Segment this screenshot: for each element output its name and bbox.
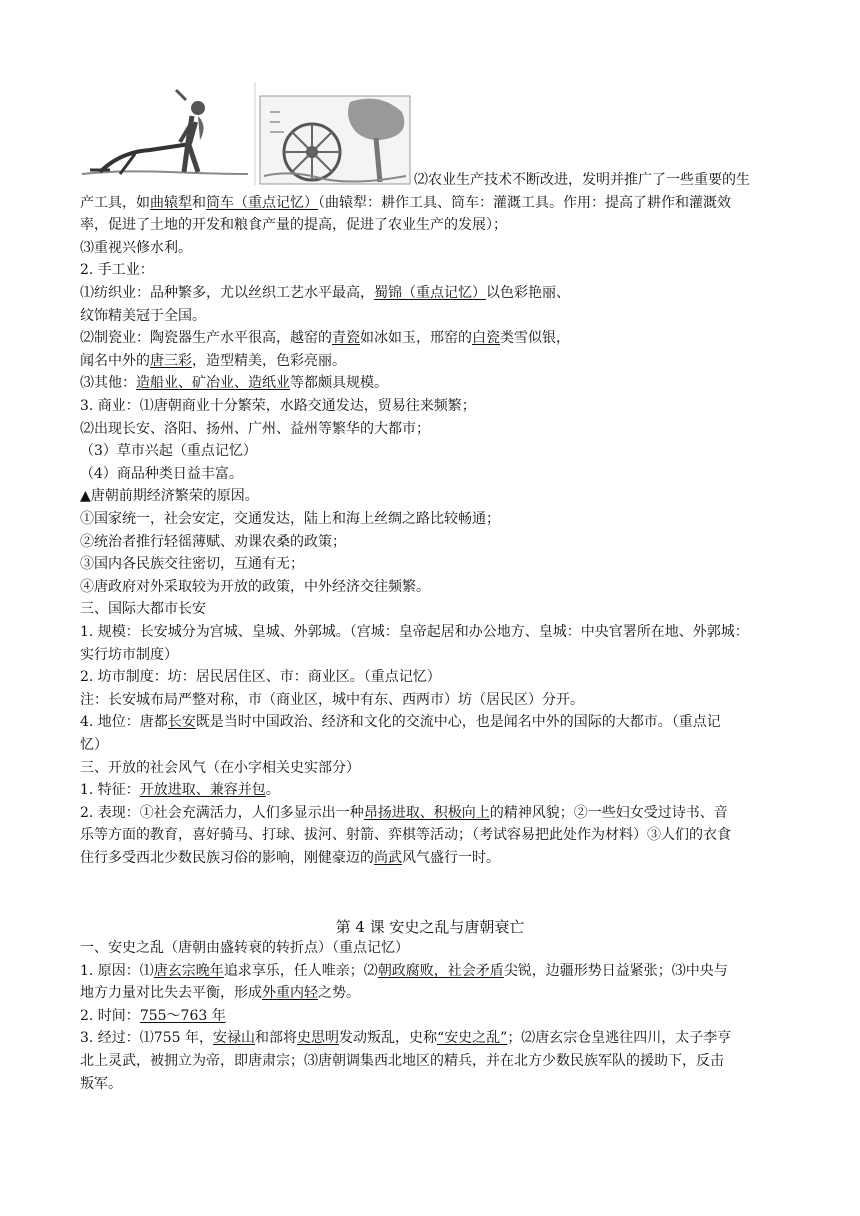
- text-segment: 和: [192, 194, 206, 211]
- text-segment: ①国家统一，社会安定，交通发达，陆上和海上丝绸之路比较畅通；: [80, 511, 500, 527]
- text-segment: 2. 表现：①社会充满活力，人们多显示出一种: [80, 804, 364, 821]
- text-segment: ▲唐朝前期经济繁荣的原因。: [80, 488, 259, 505]
- text-segment: （4）商品种类日益丰富。: [80, 465, 243, 482]
- underlined-term: 尚武: [374, 850, 402, 866]
- text-line: [80, 937, 800, 959]
- text-segment: ②统治者推行轻徭薄赋、劝课农桑的政策；: [80, 533, 346, 550]
- text-line: [80, 327, 800, 349]
- text-segment: 和部将: [254, 1030, 297, 1047]
- text-segment: ，造型精美，色彩亮丽。: [192, 352, 346, 369]
- text-segment: 以色彩艳丽、: [486, 285, 570, 301]
- text-segment: 如冰如玉，邢窑的: [360, 330, 472, 347]
- underlined-term: 755～763 年: [139, 1007, 226, 1024]
- text-line: [80, 847, 800, 869]
- text-segment: 三、国际大都市长安: [80, 601, 206, 618]
- text-segment: 类雪似银，: [500, 330, 570, 347]
- underlined-term: 曲辕犁: [150, 194, 192, 211]
- text-line: [80, 1050, 800, 1072]
- text-segment: ⑶重视兴修水利。: [80, 239, 192, 256]
- text-line: [80, 531, 800, 553]
- text-line: [80, 689, 800, 711]
- underlined-term: 筒车（重点记忆）: [206, 194, 318, 211]
- text-segment: 一、安史之乱（唐朝由盛转衰的转折点）（重点记忆）: [80, 940, 409, 956]
- text-line: [80, 802, 800, 824]
- underlined-term: 长安: [167, 714, 196, 731]
- text-line: [80, 757, 800, 779]
- text-line: [80, 1027, 800, 1049]
- text-line: [80, 1005, 800, 1027]
- text-line: [80, 960, 800, 982]
- text-line: [80, 734, 800, 756]
- text-segment: 既是当时中国政治、经济和文化的交流中心，也是闻名中外的国际的大都市。（重点记: [195, 714, 721, 731]
- text-segment: 2. 时间：: [80, 1007, 140, 1024]
- text-line: [80, 282, 800, 304]
- text-segment: 1. 规模：长安城分为宫城、皇城、外郭城。（宫城：皇帝起居和办公地方、皇城：中央官署所在地、外郭城：: [80, 624, 749, 640]
- text-line: [80, 508, 800, 530]
- underlined-term: 唐三彩: [150, 352, 192, 369]
- text-line: [80, 711, 800, 733]
- text-segment: 等都颇具规模。: [290, 375, 388, 392]
- text-segment: 住行多受西北少数民族习俗的影响，刚健豪迈的: [80, 850, 374, 866]
- underlined-term: “安史之乱”: [436, 1030, 508, 1047]
- text-segment: 3. 商业：⑴唐朝商业十分繁荣，水路交通发达，贸易往来频繁；: [80, 398, 476, 414]
- underlined-term: 史思明: [296, 1030, 339, 1047]
- text-segment: 风气盛行一时。: [402, 850, 500, 866]
- text-segment: 地方力量对比失去平衡，形成: [80, 985, 262, 1002]
- text-segment: （曲辕犁：耕作工具、筒车：灌溉工具。作用：提高了耕作和灌溉效: [318, 194, 731, 211]
- text-line: [80, 237, 800, 259]
- text-segment: 的精神风貌；②一些妇女受过诗书、音: [489, 804, 728, 821]
- text-segment: ⑵制瓷业：陶瓷器生产水平很高，越窑的: [80, 330, 332, 347]
- text-segment: ⑶其他：: [80, 375, 136, 392]
- text-segment: ；⑵唐玄宗仓皇逃往四川，太子李亨: [507, 1030, 732, 1047]
- waterwheel-figure-icon: [260, 96, 410, 184]
- text-segment: 乐等方面的教育，喜好骑马、打球、拔河、射箭、弈棋等活动；（考试容易把此处作为材料）③人们的衣食: [80, 827, 731, 844]
- text-line: [80, 418, 800, 440]
- text-segment: ③国内各民族交往密切，互通有无；: [80, 556, 304, 573]
- text-line: [80, 1073, 800, 1095]
- text-line: [80, 395, 800, 417]
- text-segment: 三、开放的社会风气（在小字相关史实部分）: [80, 759, 360, 776]
- text-segment: 实行坊市制度）: [80, 646, 178, 663]
- text-segment: 叛军。: [80, 1075, 122, 1092]
- text-line: [80, 621, 800, 643]
- text-segment: 。: [265, 782, 280, 799]
- text-line: [80, 824, 800, 846]
- text-segment: 4. 地位：唐都: [80, 714, 168, 731]
- underlined-term: 朝政腐败，社会矛盾: [377, 962, 504, 979]
- text-line: [80, 192, 800, 214]
- text-segment: 2. 手工业：: [80, 262, 154, 279]
- illustration: [80, 82, 412, 185]
- text-line: [80, 372, 800, 394]
- underlined-term: 造船业、矿冶业、造纸业: [136, 375, 290, 392]
- text-segment: 闻名中外的: [80, 352, 150, 369]
- text-segment: 忆）: [80, 737, 108, 753]
- text-line: [80, 463, 800, 485]
- text-line: [80, 779, 800, 801]
- lesson-title: 第 4 课 安史之乱与唐朝衰亡: [335, 918, 525, 936]
- text-segment: 率，促进了土地的开发和粮食产量的提高，促进了农业生产的发展）；: [80, 217, 507, 234]
- text-segment: 1. 原因：⑴: [80, 962, 154, 979]
- text-segment: 注：长安城布局严整对称，市（商业区，城中有东、西两市）坊（居民区）分开。: [80, 691, 584, 708]
- text-line: [80, 553, 800, 575]
- text-line: [80, 576, 800, 598]
- text-line: [80, 982, 800, 1004]
- text-segment: 3. 经过：⑴755 年，: [80, 1030, 213, 1047]
- underlined-term: 唐玄宗晚年: [153, 962, 224, 979]
- text-line: [80, 598, 800, 620]
- text-segment: 1. 特征：: [80, 782, 140, 799]
- text-segment: 发动叛乱，史称: [338, 1030, 437, 1047]
- text-segment: 之势。: [318, 985, 360, 1002]
- underlined-term: 昂扬进取、积极向上: [363, 804, 490, 821]
- text-segment: 纹饰精美冠于全国。: [80, 307, 206, 324]
- underlined-term: 青瓷: [332, 330, 360, 347]
- text-line: [80, 485, 800, 507]
- text-segment: ⑴纺织业：品种繁多，尤以丝织工艺水平最高，: [80, 285, 374, 301]
- text-segment: ⑵农业生产技术不断改进，发明并推广了一些重要的生: [414, 172, 750, 188]
- text-segment: 产工具，如: [80, 194, 150, 211]
- underlined-term: 开放进取、兼容并包: [139, 782, 266, 799]
- text-segment: ⑵出现长安、洛阳、扬州、广州、益州等繁华的大都市；: [80, 420, 430, 437]
- underlined-term: 蜀锦（重点记忆）: [374, 285, 486, 301]
- text-segment: 北上灵武，被拥立为帝，即唐肃宗；⑶唐朝调集西北地区的精兵，并在北方少数民族军队的援助下，反击: [80, 1053, 724, 1069]
- text-segment: 追求享乐，任人唯亲；⑵: [223, 962, 378, 979]
- text-line: [80, 305, 800, 327]
- underlined-term: 安禄山: [212, 1030, 255, 1047]
- underlined-term: 白瓷: [472, 330, 500, 347]
- text-segment: ④唐政府对外采取较为开放的政策，中外经济交往频繁。: [80, 578, 430, 595]
- text-line: [80, 259, 800, 281]
- underlined-term: 外重内轻: [262, 985, 318, 1002]
- text-line: [80, 644, 800, 666]
- text-line: [80, 350, 800, 372]
- text-line: [80, 666, 800, 688]
- text-segment: 2. 坊市制度：坊：居民居住区、市：商业区。（重点记忆）: [80, 669, 441, 686]
- text-segment: 尖锐，边疆形势日益紧张；⑶中央与: [503, 962, 728, 979]
- text-line: [80, 214, 800, 236]
- text-segment: （3）草市兴起（重点记忆）: [80, 443, 257, 460]
- text-line: [414, 169, 860, 191]
- text-line: [80, 440, 800, 462]
